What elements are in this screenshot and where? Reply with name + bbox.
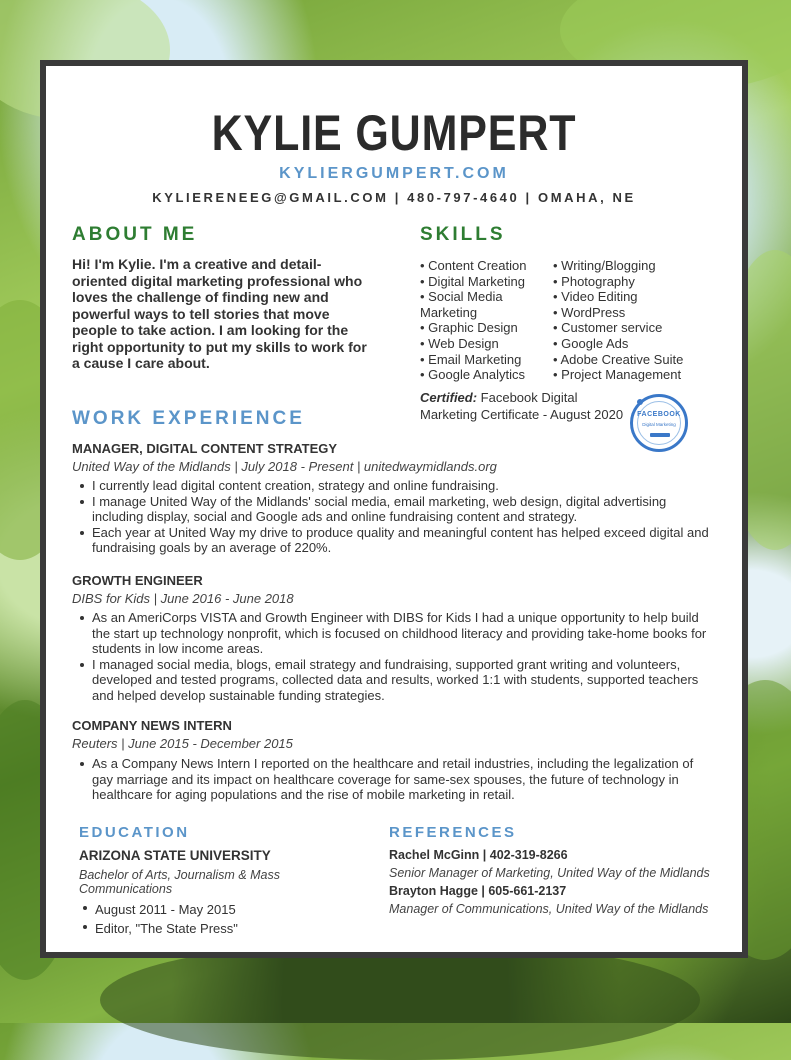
job-bullets bbox=[76, 756, 716, 803]
reference-name: Rachel McGinn | 402-319-8266 bbox=[389, 848, 568, 862]
school-name: ARIZONA STATE UNIVERSITY bbox=[79, 848, 271, 863]
education-details bbox=[79, 900, 339, 938]
job-title: GROWTH ENGINEER bbox=[72, 573, 203, 588]
badge-subtitle: Digital Marketing bbox=[642, 422, 676, 427]
about-heading: ABOUT ME bbox=[72, 224, 198, 245]
list-item: I manage United Way of the Midlands' social media, email marketing, web design, digital advertising including display, social and Google ads and online fundraising content and strategy. bbox=[76, 494, 716, 525]
about-text: Hi! I'm Kylie. I'm a creative and detail-oriented digital marketing professional who loves the challenge of finding new and powerful ways to tell stories that move people to take action. I am looking for the right opportunity to put my skills to work for a cause I care about. bbox=[72, 256, 367, 371]
facebook-certification-badge-icon bbox=[630, 394, 688, 452]
skill-item: Marketing bbox=[420, 304, 478, 320]
list-item: I currently lead digital content creation, strategy and online fundraising. bbox=[76, 478, 716, 494]
skill-item: • Google Analytics bbox=[420, 367, 525, 383]
badge-title: FACEBOOK bbox=[637, 411, 681, 418]
list-item: I managed social media, blogs, email strategy and fundraising, supported grant writing and volunteers, developed and tested programs, collected data and results, worked 1:1 with students, supported teachers and helped develop sustainable funding strategies. bbox=[76, 657, 716, 704]
skill-item: • Content Creation bbox=[420, 258, 527, 273]
skill-item: • Google Ads bbox=[553, 335, 629, 351]
skill-item: • Video Editing bbox=[553, 289, 638, 305]
skills-heading: SKILLS bbox=[420, 224, 506, 245]
job-meta: Reuters | June 2015 - December 2015 bbox=[72, 736, 293, 751]
reference-name: Brayton Hagge | 605-661-2137 bbox=[389, 884, 567, 898]
job-bullets bbox=[76, 610, 716, 704]
skill-item: • Writing/Blogging bbox=[553, 258, 656, 273]
skill-item: • Photography bbox=[553, 273, 635, 289]
list-item: Each year at United Way my drive to produce quality and meaningful content has helped exceed digital and fundraising goals by an average of 220%. bbox=[76, 525, 716, 556]
skill-item: • WordPress bbox=[553, 304, 626, 320]
skill-item: • Customer service bbox=[553, 320, 663, 336]
degree: Bachelor of Arts, Journalism & Mass Communications bbox=[79, 868, 280, 896]
cert-text: Facebook Digital Marketing Certificate - August 2020 bbox=[420, 390, 624, 422]
list-item: August 2011 - May 2015 bbox=[79, 900, 339, 919]
skill-item: • Email Marketing bbox=[420, 351, 522, 367]
job-meta: DIBS for Kids | June 2016 - June 2018 bbox=[72, 591, 294, 606]
skill-item: • Social Media bbox=[420, 289, 503, 305]
reference-role: Manager of Communications, United Way of the Midlands bbox=[389, 902, 709, 916]
work-heading: WORK EXPERIENCE bbox=[72, 408, 305, 429]
certification bbox=[420, 389, 630, 423]
job-title: MANAGER, DIGITAL CONTENT STRATEGY bbox=[72, 441, 338, 456]
candidate-name: KYLIE GUMPERT bbox=[211, 105, 577, 161]
job-meta: United Way of the Midlands | July 2018 - Present | unitedwaymidlands.org bbox=[72, 459, 497, 474]
skill-item: • Project Management bbox=[553, 367, 682, 383]
list-item: As an AmeriCorps VISTA and Growth Engineer with DIBS for Kids I had a unique opportunity to help build the start up technology nonprofit, which is focused on childhood literacy and providing take-home books for students in low income areas. bbox=[76, 610, 716, 657]
skill-item: • Web Design bbox=[420, 335, 499, 351]
job-title: COMPANY NEWS INTERN bbox=[72, 718, 232, 733]
skills-column-2 bbox=[553, 258, 683, 383]
education-heading: EDUCATION bbox=[79, 824, 190, 841]
resume-page bbox=[40, 60, 748, 958]
skill-item: • Adobe Creative Suite bbox=[553, 351, 684, 367]
contact-line: KYLIERENEEG@GMAIL.COM | 480-797-4640 | OMAHA, NE bbox=[152, 190, 636, 205]
reference-role: Senior Manager of Marketing, United Way of the Midlands bbox=[389, 866, 710, 880]
references-heading: REFERENCES bbox=[389, 824, 517, 841]
skill-item: • Digital Marketing bbox=[420, 273, 525, 289]
skill-item: • Graphic Design bbox=[420, 320, 518, 336]
website-link[interactable]: KYLIERGUMPERT.COM bbox=[279, 165, 509, 182]
list-item: Editor, "The State Press" bbox=[79, 919, 339, 938]
skills-column-1 bbox=[420, 258, 526, 383]
cert-label: Certified: bbox=[420, 390, 478, 405]
job-bullets bbox=[76, 478, 716, 556]
list-item: As a Company News Intern I reported on the healthcare and retail industries, including the legalization of gay marriage and its impact on healthcare coverage for same-sex spouses, the future of technology in healthcare for aging populations and the rise of mobile marketing in retail. bbox=[76, 756, 716, 803]
